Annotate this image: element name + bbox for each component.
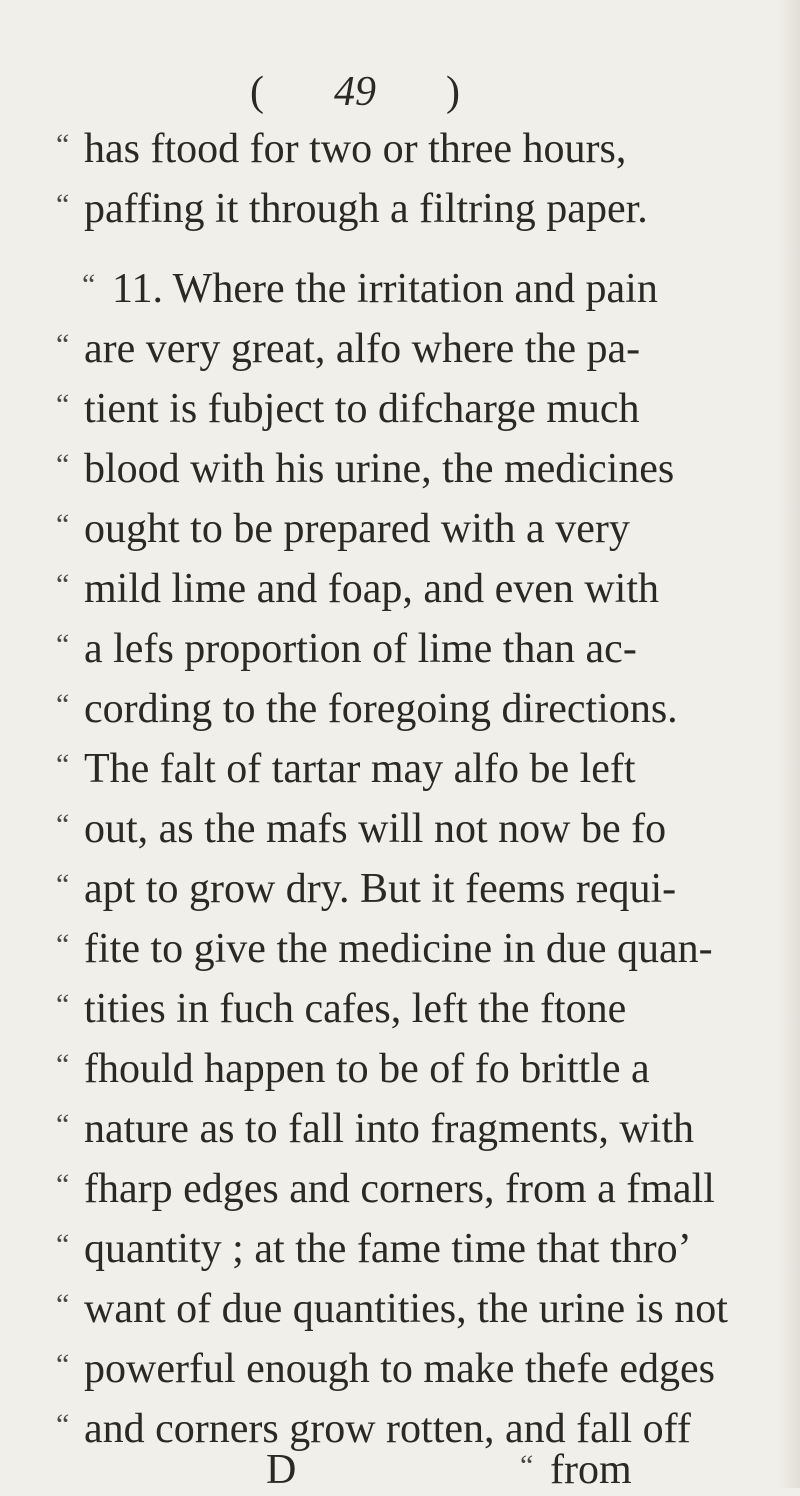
quote-mark: “	[56, 748, 70, 781]
text-line	[0, 383, 800, 435]
text-line-content: fite to give the medicine in due quan-	[84, 926, 713, 972]
catchword: from	[550, 1447, 632, 1493]
quote-mark: “	[56, 328, 70, 361]
text-line-content: nature as to fall into fragments, with	[84, 1106, 695, 1152]
quote-mark: “	[56, 1408, 70, 1441]
quote-mark: “	[56, 808, 70, 841]
text-line-content: out, as the mafs will not now be fo	[84, 806, 667, 852]
quote-mark: “	[56, 388, 70, 421]
quote-mark: “	[56, 628, 70, 661]
quote-mark: “	[56, 1228, 70, 1261]
text-line-content: quantity ; at the fame time that thro’	[84, 1226, 692, 1272]
text-line	[0, 923, 800, 975]
signature-mark: D	[266, 1447, 297, 1493]
quote-mark: “	[56, 868, 70, 901]
text-line	[0, 1343, 800, 1395]
text-line-content: ought to be prepared with a very	[84, 506, 630, 552]
quote-mark: “	[56, 508, 70, 541]
text-line-content: fhould happen to be of fo brittle a	[84, 1046, 650, 1092]
text-line	[0, 1103, 800, 1155]
quote-mark: “	[56, 1108, 70, 1141]
quote-mark: “	[56, 928, 70, 961]
text-line-content: and corners grow rotten, and fall off	[84, 1406, 691, 1452]
text-line	[0, 1043, 800, 1095]
quote-mark: “	[82, 268, 96, 301]
quote-mark: “	[56, 1288, 70, 1321]
text-line	[0, 503, 800, 555]
quote-mark: “	[56, 188, 70, 221]
text-line-content: powerful enough to make thefe edges	[84, 1346, 715, 1392]
text-line	[0, 1283, 800, 1335]
header-close-paren: )	[446, 69, 460, 115]
quote-mark: “	[56, 568, 70, 601]
quote-mark: “	[56, 1048, 70, 1081]
text-line	[0, 1163, 800, 1215]
quote-mark: “	[56, 1168, 70, 1201]
text-line-content: fharp edges and corners, from a fmall	[84, 1166, 715, 1212]
text-line-content: tient is fubject to difcharge much	[84, 386, 640, 432]
text-line-content: tities in fuch cafes, left the ftone	[84, 986, 627, 1032]
quote-mark: “	[56, 128, 70, 161]
text-line	[0, 743, 800, 795]
text-line	[0, 683, 800, 735]
text-line-content: cording to the foregoing directions.	[84, 686, 678, 732]
quote-mark: “	[56, 688, 70, 721]
page-number: 49	[334, 69, 376, 115]
quote-mark: “	[56, 988, 70, 1021]
text-line-content: want of due quantities, the urine is not	[84, 1286, 728, 1332]
text-line	[0, 623, 800, 675]
text-line-content: has ftood for two or three hours,	[84, 126, 627, 172]
page-header	[250, 62, 460, 122]
text-line-content: mild lime and foap, and even with	[84, 566, 660, 612]
header-open-paren: (	[250, 69, 264, 115]
text-line	[0, 563, 800, 615]
text-line	[0, 323, 800, 375]
text-line-content: blood with his urine, the medicines	[84, 446, 675, 492]
quote-mark: “	[56, 448, 70, 481]
text-line	[0, 863, 800, 915]
quote-mark: “	[520, 1449, 534, 1482]
text-line-content: The falt of tartar may alfo be left	[84, 746, 636, 792]
text-line	[0, 263, 800, 315]
text-line	[0, 183, 800, 235]
text-line-content: a lefs proportion of lime than ac-	[84, 626, 637, 672]
text-line	[0, 443, 800, 495]
text-line-content: are very great, alfo where the pa-	[84, 326, 641, 372]
page-footer	[0, 1444, 800, 1496]
text-line	[0, 983, 800, 1035]
text-line	[0, 123, 800, 175]
text-line-content: paffing it through a filtring paper.	[84, 186, 648, 232]
text-line-content: 11. Where the irritation and pain	[112, 266, 658, 312]
text-line	[0, 803, 800, 855]
text-line-content: apt to grow dry. But it feems requi-	[84, 866, 677, 912]
quote-mark: “	[56, 1348, 70, 1381]
text-line	[0, 1223, 800, 1275]
